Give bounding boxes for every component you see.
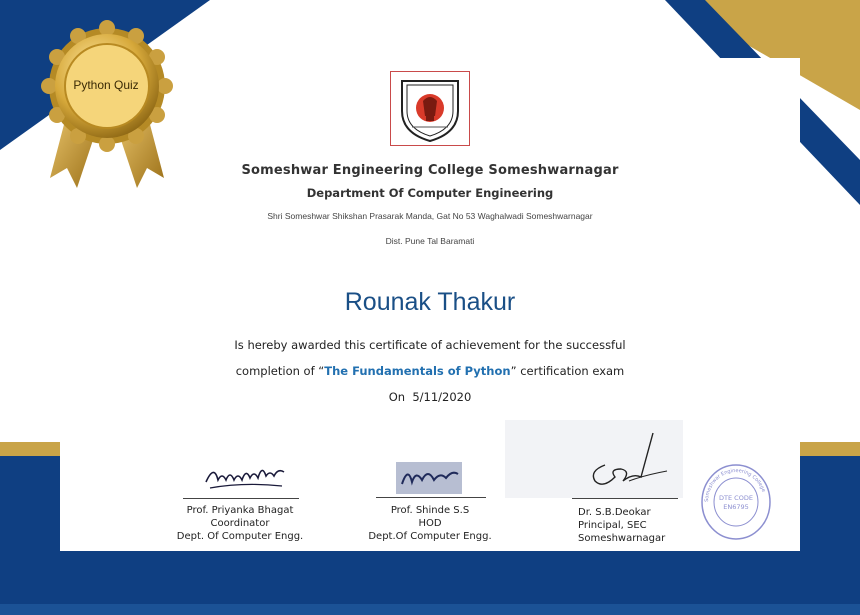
- principal-signatory: [578, 506, 698, 545]
- principal-role: Principal, SEC: [578, 520, 647, 531]
- college-address: Shri Someshwar Shikshan Prasarak Manda, Gat No 53 Waghalwadi Someshwarnagar: [267, 211, 593, 221]
- badge-label: Python Quiz: [73, 78, 139, 92]
- coordinator-signatory: [165, 504, 315, 543]
- coordinator-role: Coordinator: [210, 518, 270, 529]
- date-value: 5/11/2020: [412, 390, 472, 404]
- stamp-code-label: DTE CODE: [719, 494, 753, 502]
- college-name: Someshwar Engineering College Someshwarnagar: [241, 163, 619, 178]
- completion-prefix: completion of “: [235, 364, 325, 378]
- stamp-code: EN6795: [723, 503, 749, 511]
- principal-signature-icon: [585, 425, 670, 495]
- hod-signatory: [355, 504, 505, 543]
- principal-dept: Someshwarnagar: [578, 533, 666, 544]
- hod-role: HOD: [418, 518, 442, 529]
- award-date: [0, 390, 860, 404]
- coordinator-signature-line: [183, 498, 299, 499]
- hod-signature-icon: [396, 462, 462, 494]
- college-district: Dist. Pune Tal Baramati: [385, 236, 475, 246]
- coordinator-name: Prof. Priyanka Bhagat: [186, 505, 294, 516]
- coordinator-signature-icon: [200, 458, 290, 494]
- hod-name: Prof. Shinde S.S: [390, 505, 470, 516]
- college-logo-icon: [390, 71, 470, 146]
- award-statement: Is hereby awarded this certificate of achievement for the successful: [234, 338, 626, 352]
- recipient-name: Rounak Thakur: [344, 288, 516, 316]
- completion-statement: [0, 364, 860, 378]
- college-stamp-icon: [700, 462, 772, 542]
- coordinator-dept: Dept. Of Computer Engg.: [176, 531, 304, 542]
- principal-signature-line: [572, 498, 678, 499]
- department-name: Department Of Computer Engineering: [306, 186, 554, 200]
- course-name: The Fundamentals of Python: [324, 364, 511, 378]
- completion-suffix: ” certification exam: [510, 364, 625, 378]
- hod-dept: Dept.Of Computer Engg.: [368, 531, 492, 542]
- date-label: On: [388, 390, 406, 404]
- principal-name: Dr. S.B.Deokar: [578, 507, 651, 518]
- stamp-ring-text: Someshwar Engineering College: [703, 467, 767, 503]
- hod-signature-line: [376, 497, 486, 498]
- bottom-light-strip: [0, 604, 860, 615]
